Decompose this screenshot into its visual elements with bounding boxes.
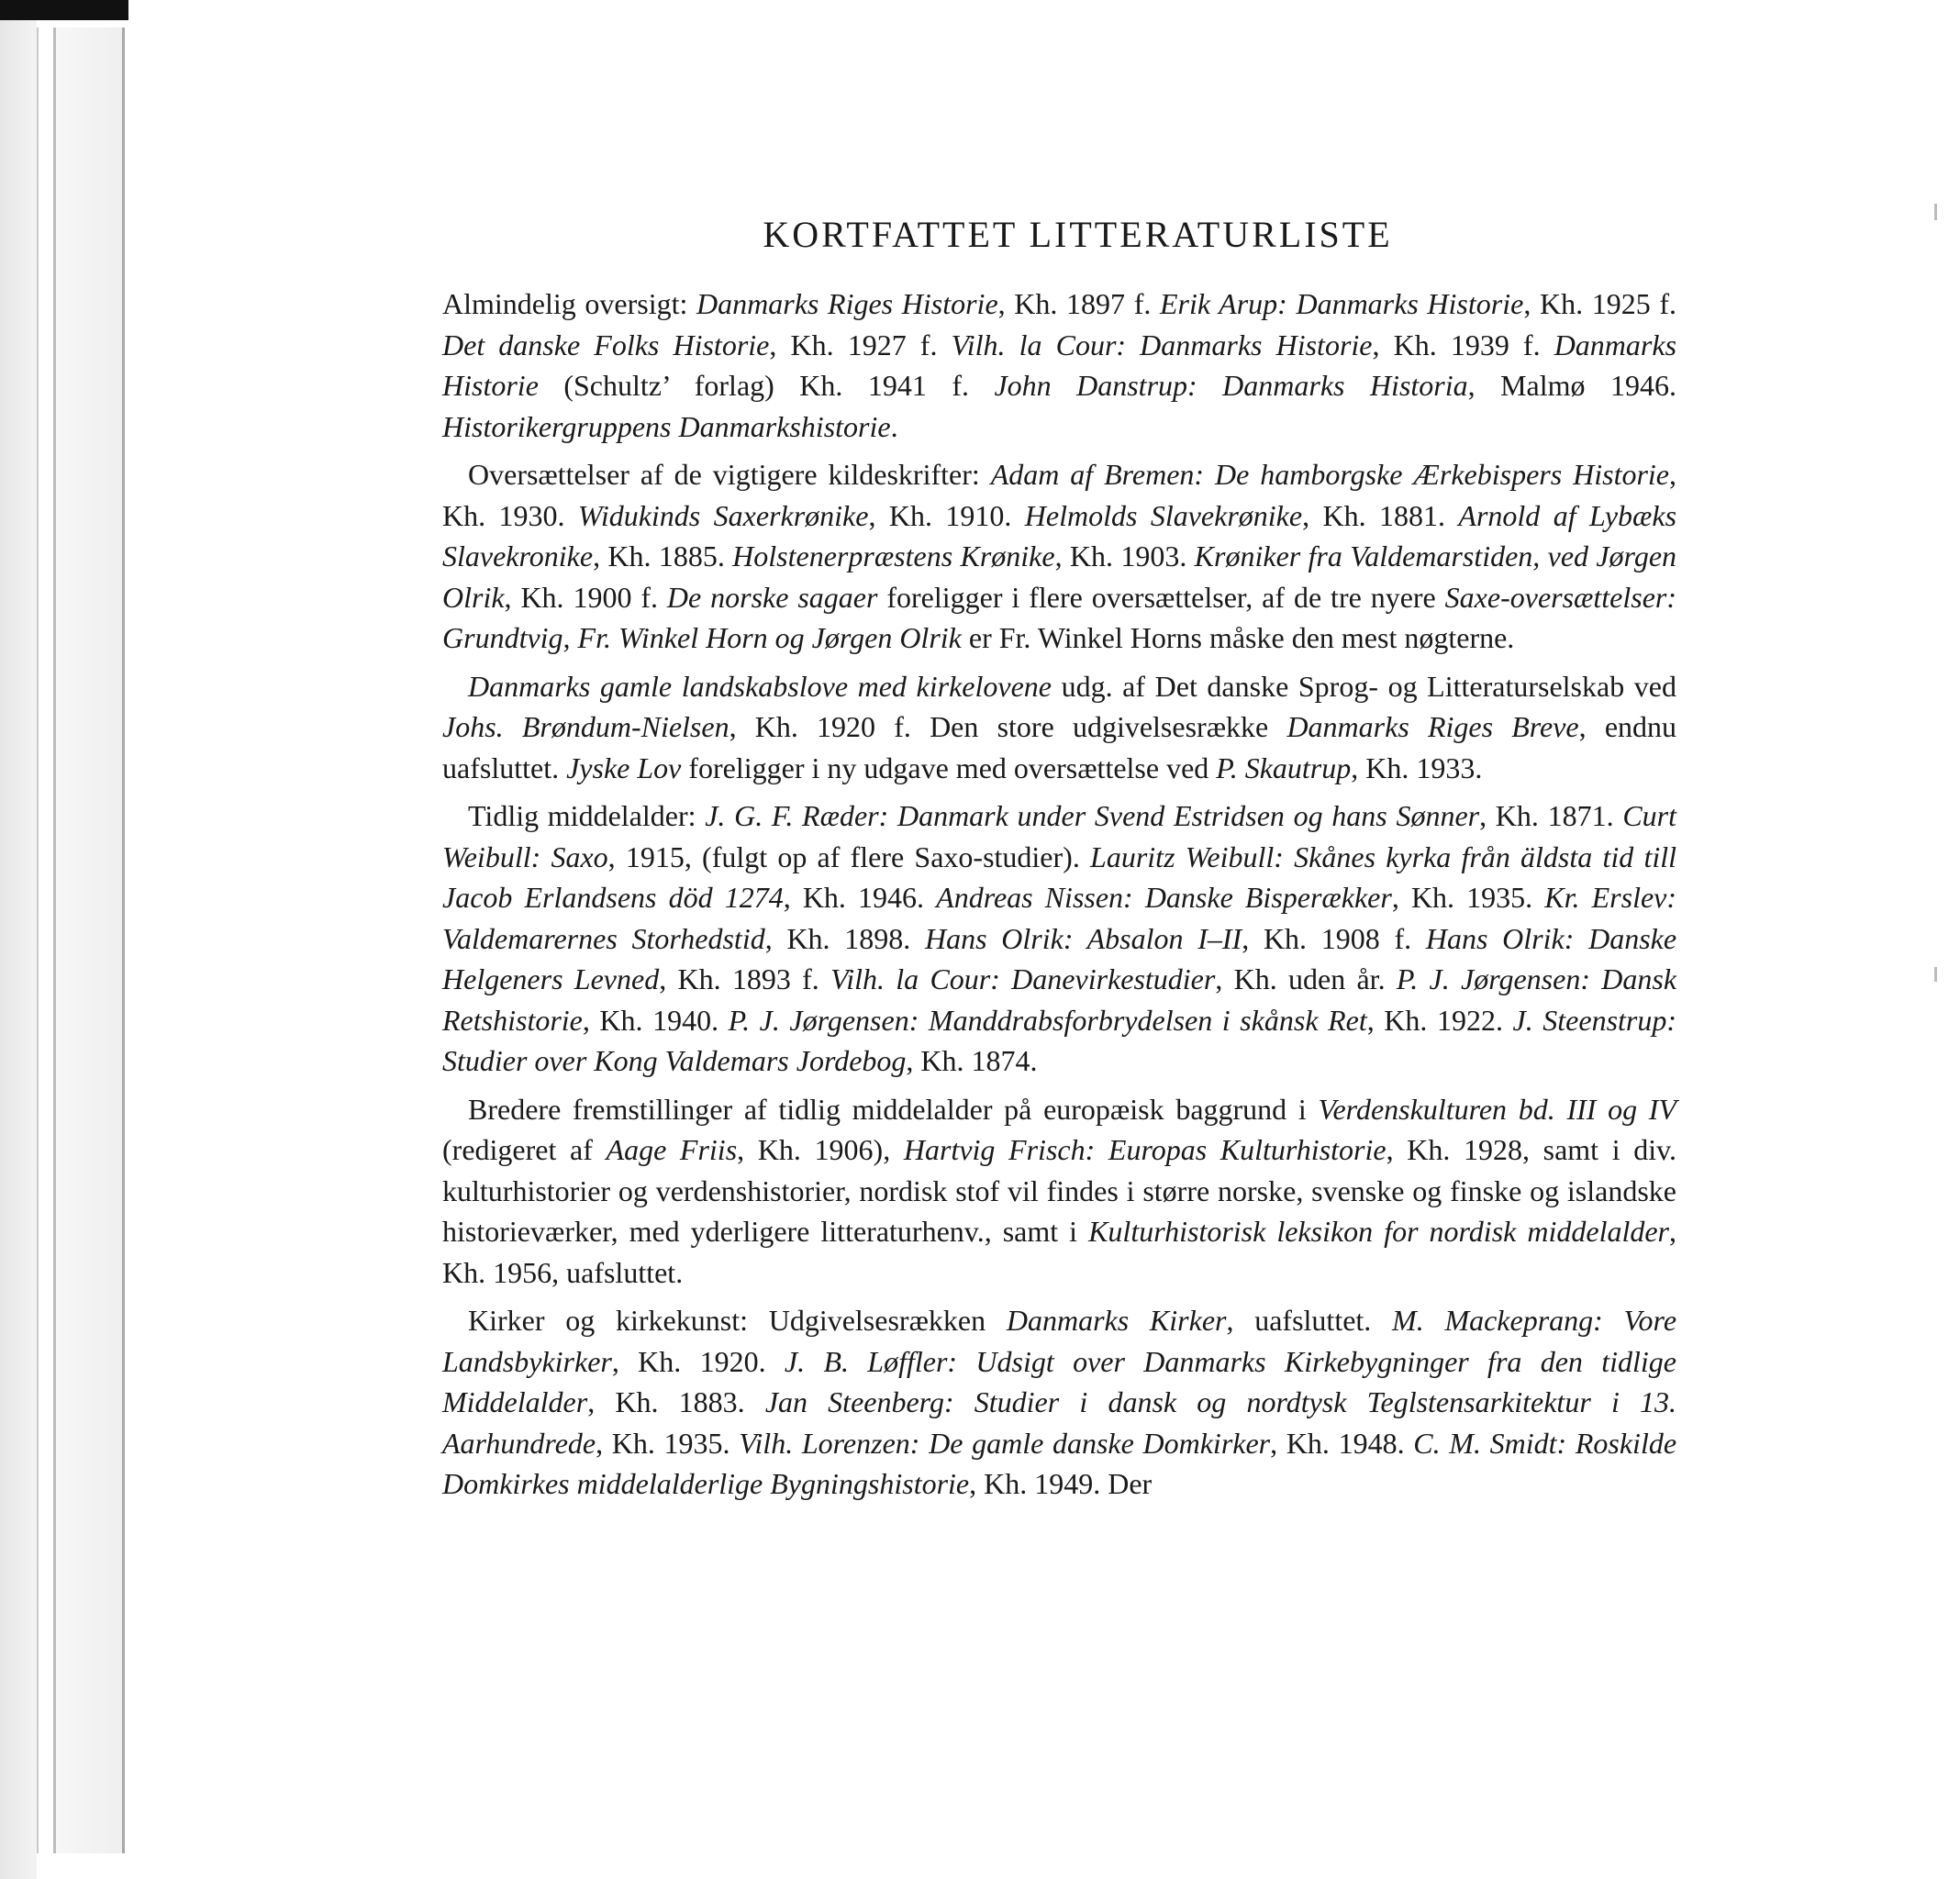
work-title-text: Vilh. la Cour: Danevirkestudier xyxy=(830,962,1216,995)
work-title-text: Kulturhistorisk leksikon for nordisk middelalder xyxy=(1088,1215,1670,1248)
body-text: , Kh. 1910. xyxy=(868,498,1025,532)
body-text: , endnu uafsluttet. xyxy=(442,710,1677,784)
body-text: , Kh. 1939 f. xyxy=(1372,328,1554,361)
work-title-text: Vilh. Lorenzen: De gamle danske Domkirker xyxy=(739,1426,1271,1460)
body-text: foreligger i ny udgave med oversættelse ved xyxy=(681,750,1217,784)
body-text: , Kh. 1935. xyxy=(1391,881,1545,914)
page-edge-line xyxy=(122,28,125,1853)
work-title-text: Det danske Folks Historie xyxy=(442,328,770,361)
body-text: , Kh. 1897 f. xyxy=(997,287,1160,320)
work-title-text: Hans Olrik: Danske Helgeners Levned xyxy=(442,921,1677,995)
body-text: , Kh. 1930. xyxy=(442,458,1677,532)
page-edge-shadow xyxy=(0,0,37,1879)
work-title-text: Andreas Nissen: Danske Bisperækker xyxy=(936,881,1392,914)
page-edge-line xyxy=(53,28,56,1853)
work-title-text: Helmolds Slavekrønike xyxy=(1024,498,1303,532)
work-title-text: Danmarks gamle landskabslove med kirkelovene xyxy=(468,669,1052,703)
work-title-text: Arnold af Lybæks Slavekronike xyxy=(442,498,1677,573)
work-title-text: P. Skautrup xyxy=(1216,750,1352,784)
body-text: , Kh. 1908 f. xyxy=(1242,921,1426,955)
body-text: , Kh. 1885. xyxy=(593,539,733,573)
body-text: , Kh. 1903. xyxy=(1054,539,1195,573)
body-text: , Kh. 1927 f. xyxy=(769,328,952,361)
work-title-text: Jyske Lov xyxy=(566,750,682,784)
work-title-text: Widukinds Saxerkrønike xyxy=(577,498,869,532)
body-text: , Kh. 1881. xyxy=(1302,498,1459,532)
scan-speck xyxy=(1934,204,1937,220)
body-text: Kirker og kirkekunst: Udgivelsesrækken xyxy=(468,1304,1007,1337)
work-title-text: Curt Weibull: Saxo xyxy=(442,799,1677,873)
bibliography-paragraph xyxy=(442,1089,1676,1294)
work-title-text: Danmarks Kirker xyxy=(1006,1304,1227,1337)
work-title-text: Verdenskulturen bd. III og IV xyxy=(1318,1092,1677,1126)
body-text: , Kh. 1940. xyxy=(582,1003,729,1037)
body-text: Oversættelser af de vigtigere kildeskrifter: xyxy=(468,458,991,491)
body-text: , Kh. 1893 f. xyxy=(659,962,831,995)
bibliography-paragraph xyxy=(442,1300,1676,1505)
body-text: , Kh. 1935. xyxy=(596,1426,740,1460)
body-text: , Kh. uden år. xyxy=(1215,962,1397,995)
body-text: , Kh. 1925 f. xyxy=(1523,287,1677,320)
body-text: , Kh. 1949. Der xyxy=(969,1467,1153,1500)
body-text: Tidlig middelalder: xyxy=(468,799,706,832)
body-text: , Kh. 1874. xyxy=(906,1044,1038,1077)
work-title-text: M. Mackeprang: Vore Landsbykirker xyxy=(442,1304,1677,1378)
work-title-text: Danmarks Riges Historie xyxy=(696,287,998,320)
work-title-text: Adam af Bremen: De hamborgske Ærkebispers Historie xyxy=(990,458,1670,491)
body-text: , Kh. 1898. xyxy=(764,921,925,955)
body-text: , Kh. 1933. xyxy=(1351,750,1483,784)
work-title-text: Krøniker fra Valdemarstiden, ved Jørgen Olrik xyxy=(442,539,1677,614)
body-text: , Kh. 1948. xyxy=(1270,1426,1414,1460)
body-text: , Kh. 1946. xyxy=(783,881,937,914)
work-title-text: J. B. Løffler: Udsigt over Danmarks Kirkebygninger fra den tidlige Middelalder xyxy=(442,1344,1676,1418)
scan-corner-shadow xyxy=(0,0,128,20)
page-edge-line xyxy=(37,28,39,1853)
work-title-text: Historikergruppens Danmarkshistorie xyxy=(442,409,891,443)
bibliography-body xyxy=(442,284,1676,1505)
body-text: er Fr. Winkel Horns måske den mest nøgterne. xyxy=(961,621,1515,654)
body-text: , Malmø 1946. xyxy=(1467,369,1677,402)
body-text: , Kh. 1883. xyxy=(587,1385,765,1418)
body-text: , Kh. 1922. xyxy=(1366,1003,1513,1037)
body-text: udg. af Det danske Sprog- og Litteraturselskab ved xyxy=(1051,669,1677,703)
work-title-text: C. M. Smidt: Roskilde Domkirkes middelalderlige Bygningshistorie xyxy=(442,1426,1677,1500)
scan-speck xyxy=(1934,967,1937,982)
work-title-text: Vilh. la Cour: Danmarks Historie xyxy=(951,328,1373,361)
work-title-text: Kr. Erslev: Valdemarernes Storhedstid xyxy=(442,881,1677,955)
page-title: KORTFATTET LITTERATURLISTE xyxy=(763,214,1393,255)
page-edge-panel xyxy=(56,28,122,1853)
work-title-text: Lauritz Weibull: Skånes kyrka från äldsta tid till Jacob Erlandsens död 1274 xyxy=(442,839,1677,914)
work-title-text: Hartvig Frisch: Europas Kulturhistorie xyxy=(903,1133,1386,1166)
body-text: , Kh. 1900 f. xyxy=(504,580,667,614)
work-title-text: Danmarks Riges Breve xyxy=(1286,710,1579,743)
body-text: (redigeret af xyxy=(442,1133,607,1166)
body-text: , Kh. 1920 f. Den store udgivelsesrække xyxy=(729,710,1287,743)
work-title-text: Aage Friis xyxy=(606,1133,738,1166)
work-title-text: Danmarks Historie xyxy=(442,328,1677,402)
body-text: . xyxy=(890,409,898,443)
work-title-text: P. J. Jørgensen: Dansk Retshistorie xyxy=(442,962,1677,1037)
body-text: Almindelig oversigt: xyxy=(442,287,697,320)
body-text: , Kh. 1871. xyxy=(1479,799,1623,832)
work-title-text: John Danstrup: Danmarks Historia xyxy=(994,369,1468,402)
bibliography-paragraph xyxy=(442,666,1676,789)
work-title-text: Jan Steenberg: Studier i dansk og nordtysk Teglstensarkitektur i 13. Aarhundrede xyxy=(442,1385,1677,1460)
work-title-text: J. G. F. Ræder: Danmark under Svend Estridsen og hans Sønner xyxy=(705,799,1480,832)
work-title-text: De norske sagaer xyxy=(666,580,878,614)
body-text: foreligger i flere oversættelser, af de tre nyere xyxy=(877,580,1445,614)
body-text: , Kh. 1920. xyxy=(611,1344,785,1378)
document-page xyxy=(442,213,1676,1512)
work-title-text: Holstenerpræstens Krønike xyxy=(732,539,1055,573)
body-text: (Schultz’ forlag) Kh. 1941 f. xyxy=(538,369,995,402)
bibliography-paragraph xyxy=(442,795,1676,1082)
body-text: , Kh. 1928, samt i div. kulturhistorier og verdenshistorier, nordisk stof vil findes i større norske, svenske og finske og islandske historieværker, med yderligere litteraturhenv., samt i xyxy=(442,1133,1677,1248)
work-title-text: Erik Arup: Danmarks Historie xyxy=(1160,287,1524,320)
work-title-text: P. J. Jørgensen: Manddrabsforbrydelsen i skånsk Ret xyxy=(728,1003,1367,1037)
work-title-text: Johs. Brøndum-Nielsen xyxy=(442,710,729,743)
bibliography-paragraph xyxy=(442,284,1676,447)
bibliography-paragraph xyxy=(442,454,1676,659)
body-text: , uafsluttet. xyxy=(1226,1304,1393,1337)
work-title-text: J. Steenstrup: Studier over Kong Valdemars Jordebog xyxy=(442,1003,1677,1077)
body-text: , Kh. 1956, uafsluttet. xyxy=(442,1215,1677,1289)
body-text: Bredere fremstillinger af tidlig middelalder på europæisk baggrund i xyxy=(468,1092,1319,1126)
work-title-text: Saxe-oversættelser: Grundtvig, Fr. Winkel Horn og Jørgen Olrik xyxy=(442,580,1677,654)
body-text: , Kh. 1906), xyxy=(737,1133,904,1166)
body-text: , 1915, (fulgt op af flere Saxo-studier). xyxy=(607,839,1091,873)
work-title-text: Hans Olrik: Absalon I–II xyxy=(925,921,1242,955)
